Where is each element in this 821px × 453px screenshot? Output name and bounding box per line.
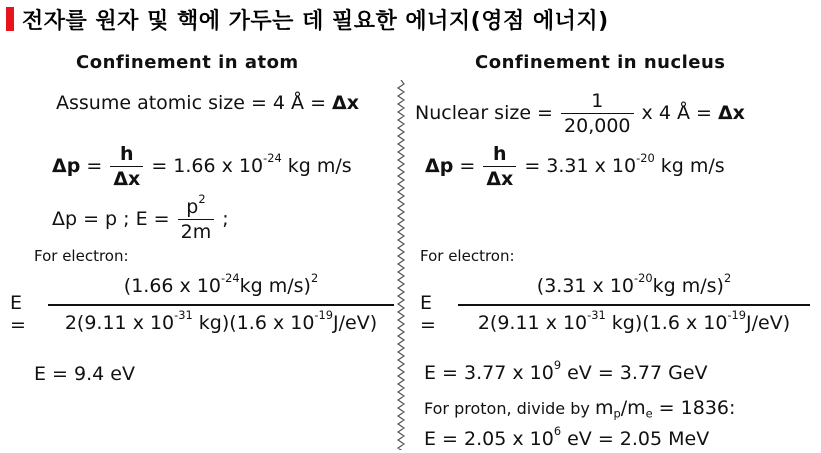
right-for-electron: For electron: <box>420 247 515 265</box>
fraction-denominator: 20,000 <box>564 115 631 137</box>
title-marker <box>6 7 14 31</box>
me-subscript: e <box>645 406 653 421</box>
denominator-exponent-1: -31 <box>174 307 193 322</box>
delta-x: Δx <box>717 102 745 124</box>
denominator-exponent-1: -31 <box>587 307 606 322</box>
denominator-exponent-2: -19 <box>727 307 747 322</box>
p2-over-2m-fraction <box>178 191 215 243</box>
denominator-unit: J/eV) <box>333 312 378 334</box>
numerator-square: 2 <box>723 270 732 285</box>
dp-value: = 3.31 x 10 <box>524 155 637 177</box>
denominator-mid: kg)(1.6 x 10 <box>192 312 315 334</box>
dp-value: = 1.66 x 10 <box>151 155 264 177</box>
result-part: E = 3.77 x 10 <box>424 362 554 384</box>
right-dp-equation: Δp = $\frac{h}{\Delta x}$ = 3.31 x $10^{-20}$ kg m/s <box>425 143 725 190</box>
energy-label: E = <box>10 292 26 336</box>
denominator-exponent-2: -19 <box>314 307 334 322</box>
nuclear-size-line <box>415 90 745 137</box>
proton-text: For proton, divide by <box>424 399 595 418</box>
fraction-denominator <box>458 307 810 334</box>
left-energy-relation <box>52 191 229 243</box>
dp-symbol: Δp <box>425 155 454 177</box>
fraction-numerator: h <box>110 143 143 167</box>
atomic-size-line <box>56 92 359 114</box>
energy-label: E = <box>420 292 436 336</box>
dp-exponent: -24 <box>263 150 282 165</box>
left-for-electron: For electron: <box>34 247 129 265</box>
title-row <box>6 4 609 34</box>
atomic-size-text: Assume atomic size = 4 Å = <box>56 92 333 114</box>
numerator-part: (1.66 x 10 <box>123 275 222 297</box>
left-result: E = 9.4 eV <box>34 363 135 385</box>
fraction-denominator: Δx <box>113 168 141 190</box>
numerator-square: 2 <box>310 270 319 285</box>
numerator-exponent: -24 <box>221 270 240 285</box>
dp-exponent: -20 <box>636 150 655 165</box>
p-symbol: p <box>186 196 199 218</box>
ratio-value: = 1836: <box>652 397 736 419</box>
me-symbol: m <box>627 397 646 419</box>
result-exponent: 9 <box>553 357 562 372</box>
p-exponent: 2 <box>198 191 206 206</box>
page-title: 전자를 원자 및 핵에 가두는 데 필요한 에너지(영점 에너지) <box>22 8 609 34</box>
fraction-numerator <box>178 191 215 220</box>
fraction-bar <box>48 304 394 306</box>
left-dp-equation: Δp = $\frac{h}{\Delta x}$ = 1.66 x $10^{-24}$ kg m/s <box>52 143 352 190</box>
fraction-numerator: h <box>483 143 516 167</box>
right-heading: Confinement in nucleus <box>475 52 726 73</box>
numerator-unit: kg m/s) <box>239 275 311 297</box>
numerator-exponent: -20 <box>634 270 653 285</box>
denominator-part: 2(9.11 x 10 <box>477 312 588 334</box>
final-exponent: 6 <box>553 423 562 438</box>
denominator-unit: J/eV) <box>746 312 791 334</box>
proton-note <box>424 397 735 419</box>
nuclear-size-rest: x 4 Å = <box>641 102 718 124</box>
semicolon: ; <box>222 208 229 230</box>
fraction-bar <box>458 304 810 306</box>
fraction-denominator <box>48 307 394 334</box>
fraction-denominator: Δx <box>486 168 514 190</box>
dp-unit: kg m/s <box>281 155 352 177</box>
fraction-numerator <box>48 270 394 297</box>
size-fraction <box>561 90 633 137</box>
dp-unit: kg m/s <box>654 155 725 177</box>
column-divider <box>396 80 406 450</box>
final-rest: eV = 2.05 MeV <box>561 428 710 450</box>
left-heading: Confinement in atom <box>76 52 299 73</box>
mp-symbol: m <box>594 397 614 419</box>
right-result <box>424 357 708 384</box>
mp-subscript: p <box>613 406 621 421</box>
numerator-part: (3.31 x 10 <box>536 275 635 297</box>
dp-equals-p: Δp = p ; E = <box>52 208 176 230</box>
fraction-denominator: 2m <box>180 221 212 243</box>
mass-ratio: $m_p/m_e$ <box>594 397 653 421</box>
dp-symbol: Δp <box>52 155 81 177</box>
fraction-numerator <box>458 270 810 297</box>
h-over-dx-fraction <box>110 143 143 190</box>
right-final-result <box>424 423 710 450</box>
final-part: E = 2.05 x 10 <box>424 428 554 450</box>
delta-x: Δx <box>332 92 359 114</box>
h-over-dx-fraction <box>483 143 516 190</box>
result-rest: eV = 3.77 GeV <box>561 362 708 384</box>
denominator-mid: kg)(1.6 x 10 <box>605 312 728 334</box>
nuclear-size-text: Nuclear size = <box>415 102 560 124</box>
fraction-numerator: 1 <box>561 90 633 114</box>
numerator-unit: kg m/s) <box>652 275 724 297</box>
denominator-part: 2(9.11 x 10 <box>64 312 175 334</box>
